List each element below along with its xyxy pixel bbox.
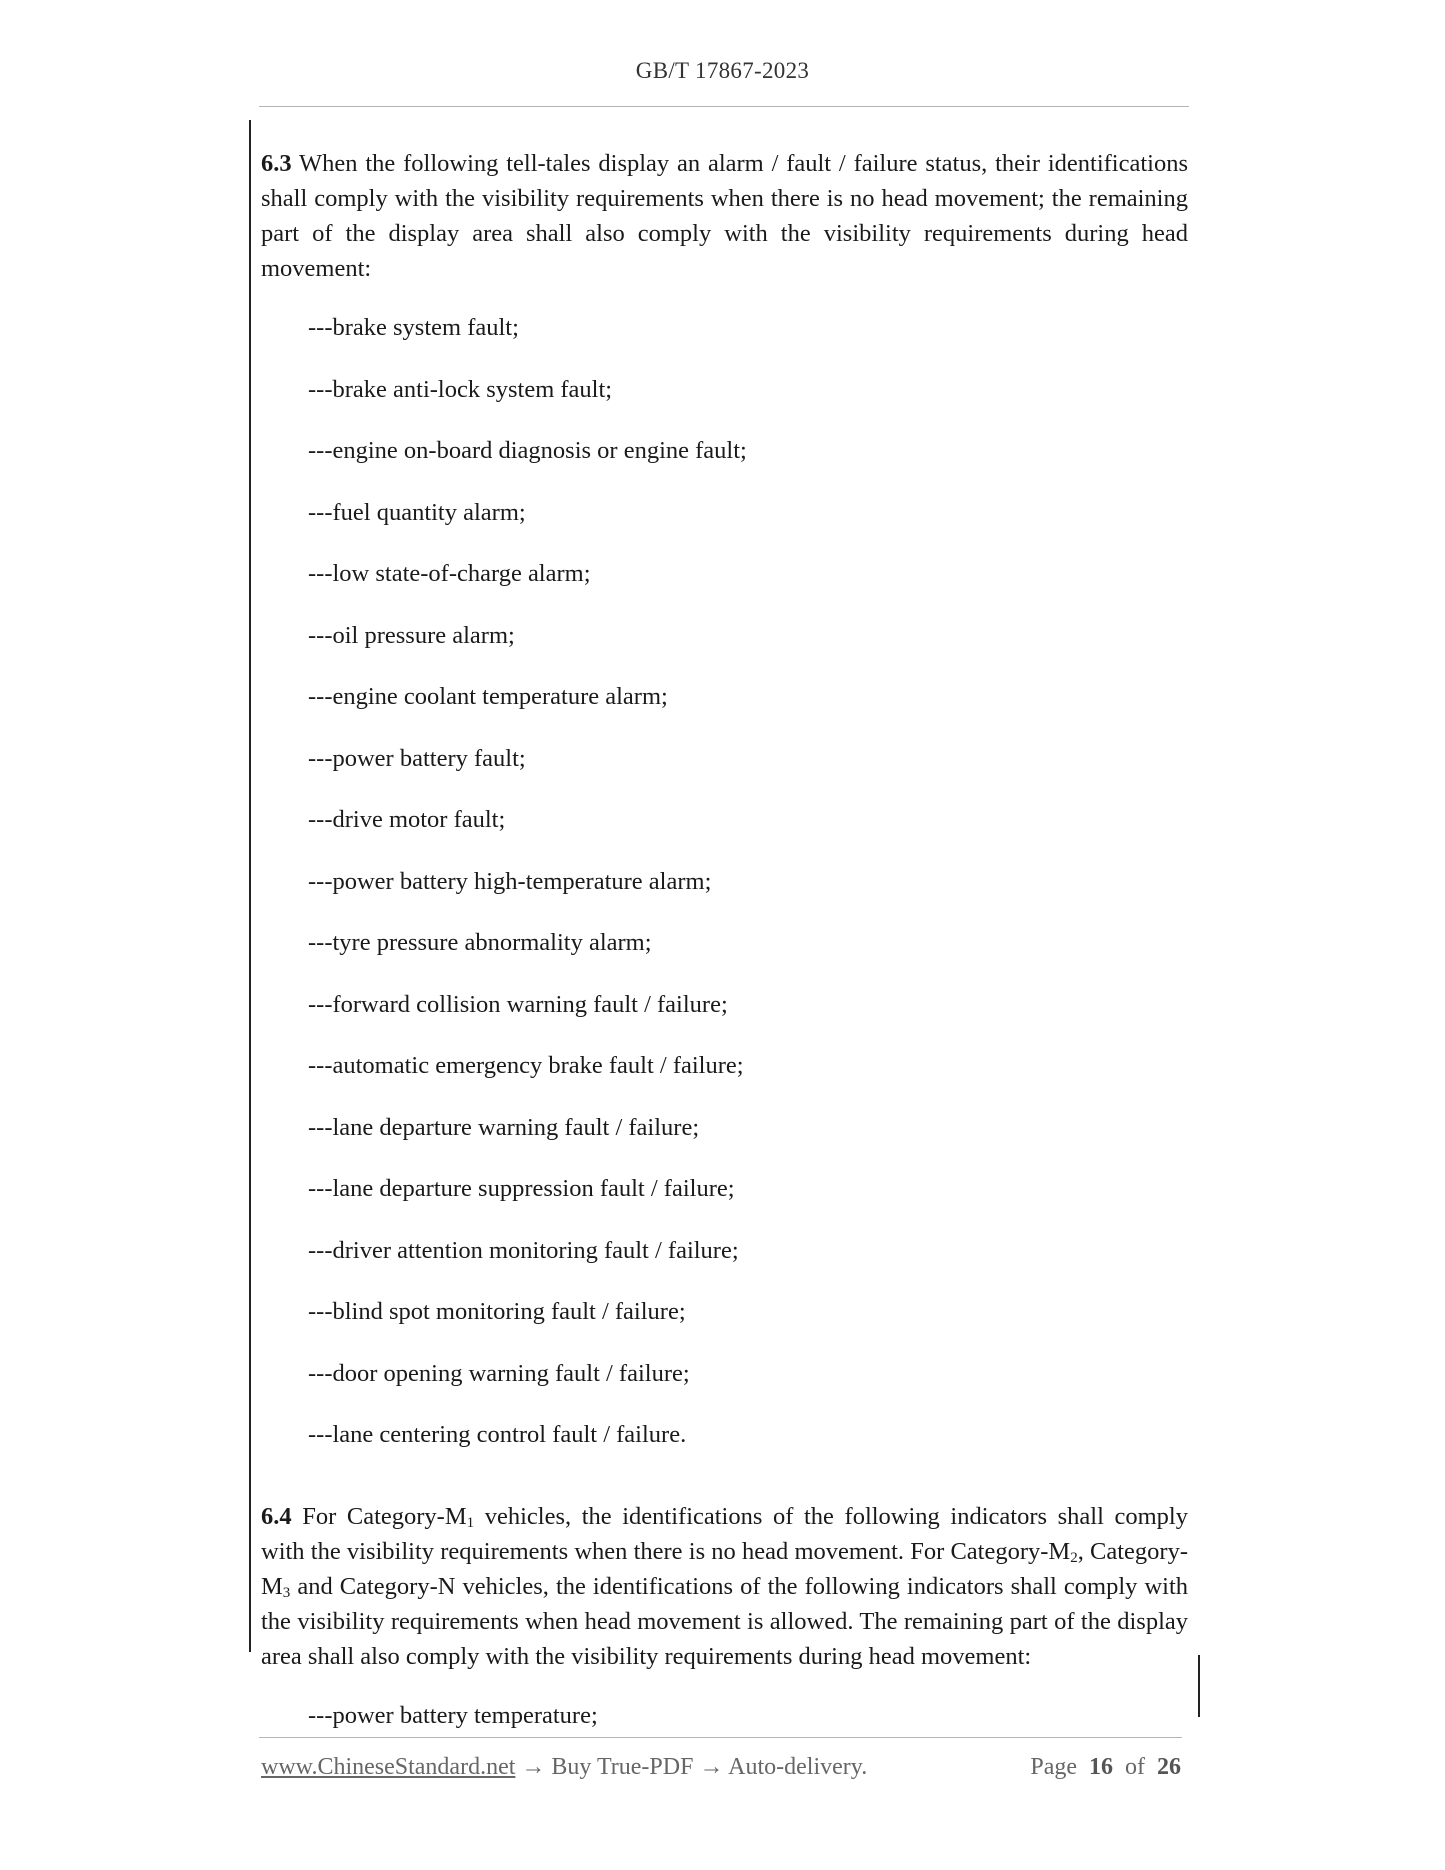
- list-item: ---door opening warning fault / failure;: [308, 1359, 690, 1387]
- list-item: ---oil pressure alarm;: [308, 621, 515, 649]
- standard-id: GB/T 17867-2023: [635, 58, 810, 83]
- footer-divider: [259, 1737, 1182, 1738]
- list-item: ---blind spot monitoring fault / failure;: [308, 1298, 686, 1325]
- delivery-text: Auto-delivery.: [728, 1754, 868, 1780]
- page-footer: [261, 1754, 1181, 1781]
- arrow-right-icon: →: [699, 1754, 724, 1780]
- section-6-4-paragraph: 6.4 For Category-$M_1$ vehicles, the identifications of the following indicators shall comply with the visibility requirements when there is no head movement. For Category-$M_2$, Category-$M_3$ and Category-N vehicles, the identifications of the following indicators shall comply with the visibility requirements when head movement is allowed. The remaining part of the display area shall also comply with the visibility requirements during head movement:: [261, 1502, 1188, 1670]
- current-page: 16: [1089, 1754, 1113, 1780]
- section-number: 6.4: [261, 1502, 292, 1530]
- document-body: [261, 146, 1188, 1779]
- list-item: ---engine on-board diagnosis or engine fault;: [308, 437, 747, 464]
- buy-text: Buy True-PDF: [551, 1754, 694, 1780]
- header-divider: [259, 106, 1189, 107]
- list-item: ---automatic emergency brake fault / failure;: [308, 1052, 744, 1079]
- list-item: ---drive motor fault;: [308, 806, 506, 833]
- list-item: ---power battery high-temperature alarm;: [308, 867, 712, 895]
- list-item: ---engine coolant temperature alarm;: [308, 683, 668, 710]
- indicator-list: [261, 1698, 1188, 1760]
- section-text: When the following tell-tales display an alarm / fault / failure status, their identifications shall comply with the visibility requirements when there is no head movement; the remaining part of the display area shall also comply with the visibility requirements during head movement:: [261, 150, 1188, 282]
- section-6-3-paragraph: [261, 146, 1188, 286]
- list-item: ---lane departure suppression fault / failure;: [308, 1175, 735, 1202]
- list-item: ---power battery fault;: [308, 744, 526, 772]
- section-number: 6.3: [261, 150, 292, 177]
- list-item: ---lane departure warning fault / failure;: [308, 1113, 700, 1141]
- arrow-right-icon: →: [521, 1754, 546, 1780]
- list-item: ---brake anti-lock system fault;: [308, 375, 613, 403]
- list-item: ---tyre pressure abnormality alarm;: [308, 929, 652, 956]
- tell-tale-list: [261, 310, 1188, 1479]
- revision-bar-left: [249, 120, 251, 1652]
- list-item: ---fuel quantity alarm;: [308, 498, 526, 526]
- list-item: ---low state-of-charge alarm;: [308, 560, 591, 587]
- list-item: ---forward collision warning fault / failure;: [308, 990, 728, 1018]
- page-indicator: Page 16 of 26: [1030, 1754, 1181, 1780]
- list-item: ---lane centering control fault / failure.: [308, 1421, 687, 1448]
- site-link[interactable]: www.ChineseStandard.net: [261, 1754, 516, 1780]
- list-item: ---brake system fault;: [308, 314, 519, 341]
- list-item: ---power battery temperature;: [308, 1701, 598, 1729]
- revision-bar-right: [1198, 1655, 1200, 1717]
- list-item: ---driver attention monitoring fault / failure;: [308, 1236, 739, 1264]
- total-pages: 26: [1157, 1754, 1181, 1780]
- page-header: [0, 58, 1445, 84]
